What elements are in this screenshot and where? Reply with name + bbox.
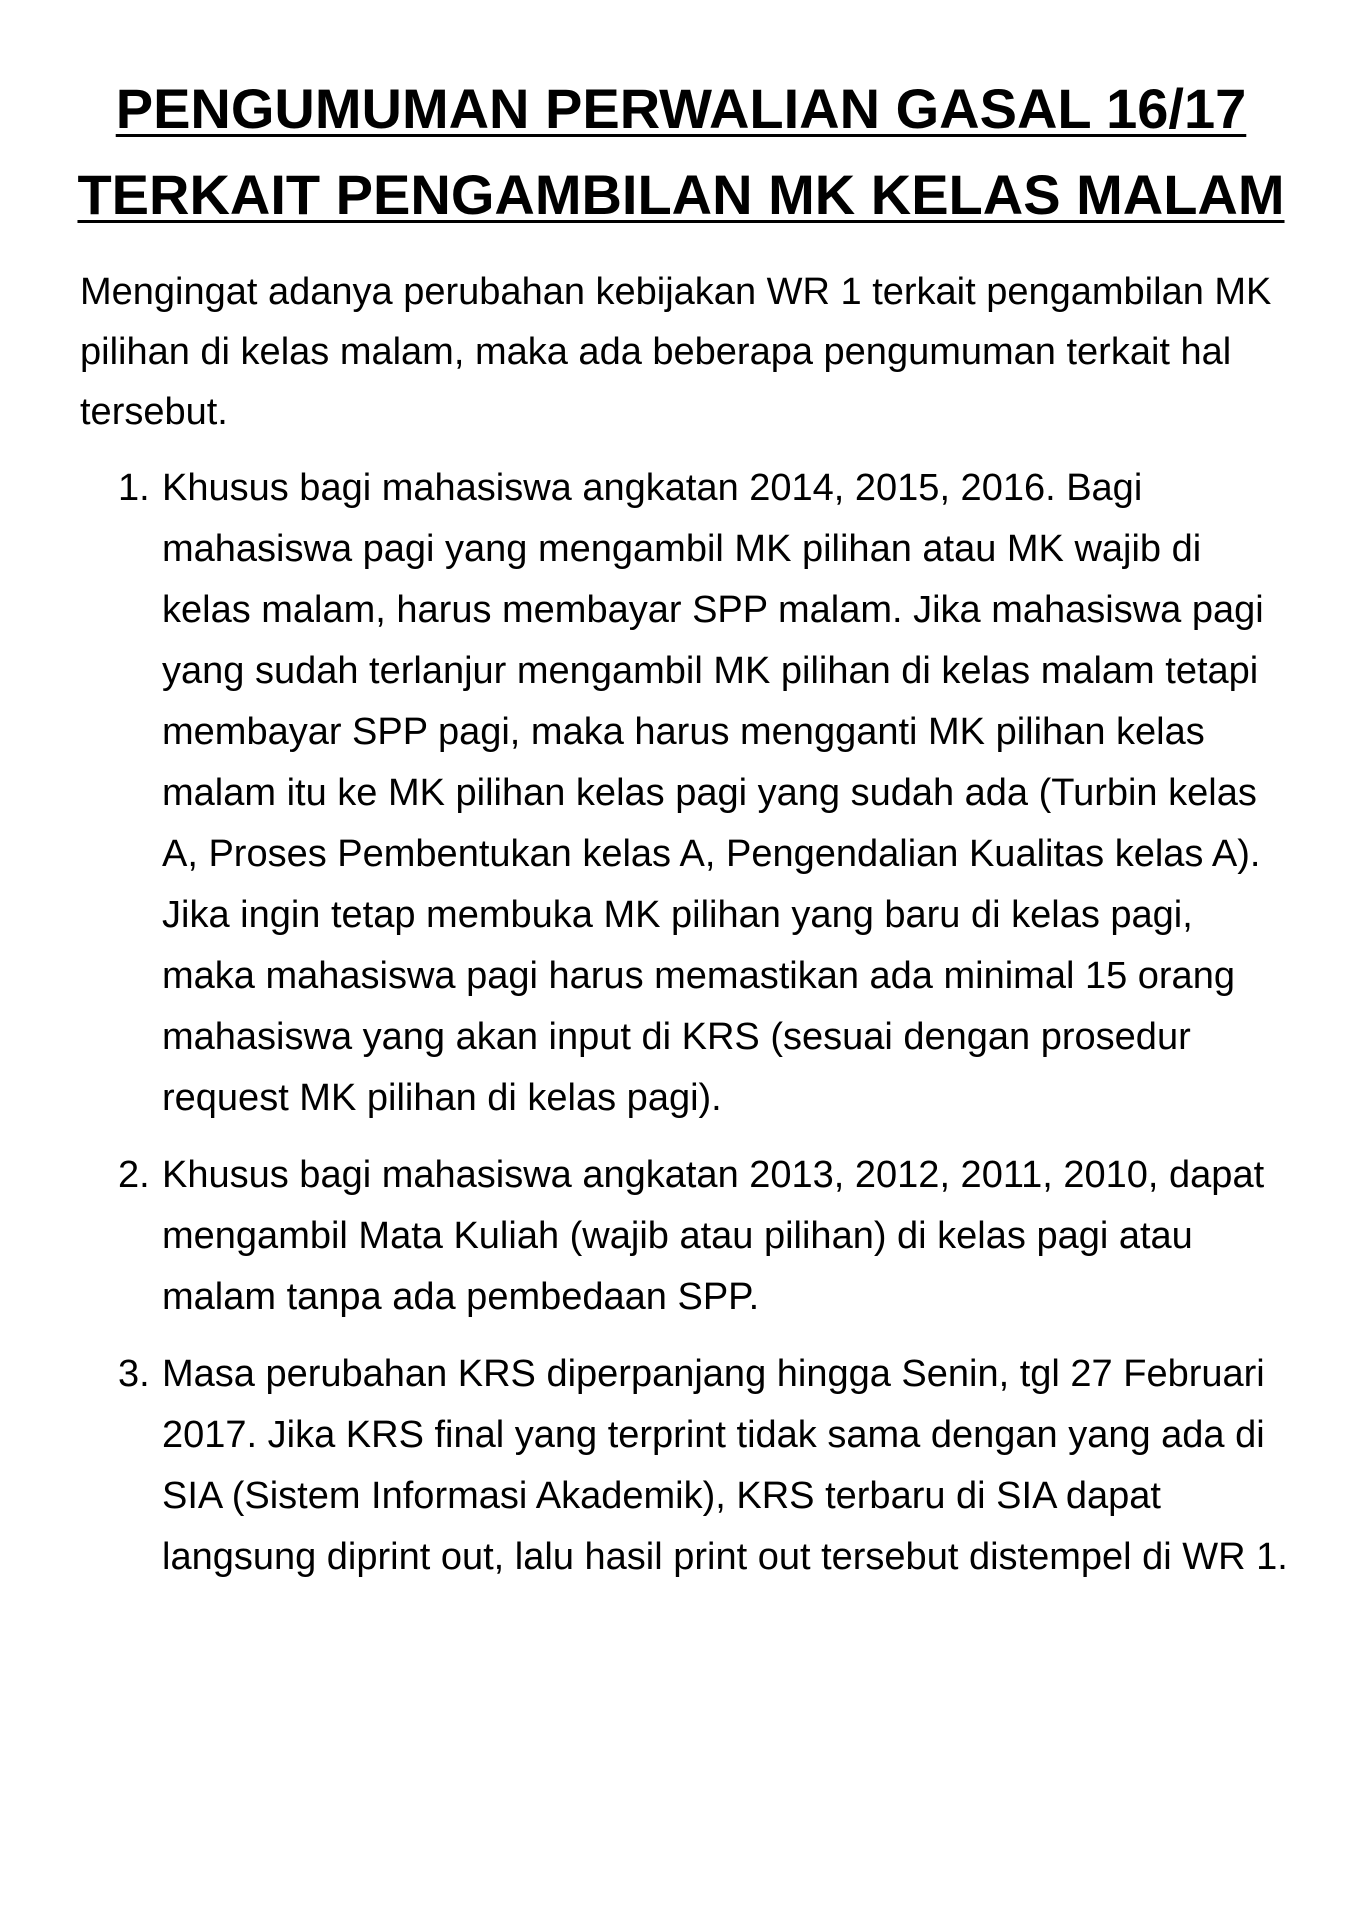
list-item-number: 3. bbox=[118, 1353, 150, 1395]
title-line-2: TERKAIT PENGAMBILAN MK KELAS MALAM bbox=[77, 163, 1285, 226]
list-item bbox=[0, 1145, 1362, 1328]
title-line-1: PENGUMUMAN PERWALIAN GASAL 16/17 bbox=[115, 77, 1247, 140]
announcement-list bbox=[0, 458, 1362, 1604]
list-item-text: Masa perubahan KRS diperpanjang hingga Senin, tgl 27 Februari 2017. Jika KRS final yang terprint tidak sama dengan yang ada di SIA (Sistem Informasi Akademik), KRS terbaru di SIA dapat langsung diprint out, lalu hasil print out tersebut distempel di WR 1. bbox=[162, 1353, 1288, 1578]
list-item bbox=[0, 458, 1362, 1129]
list-item-number: 2. bbox=[118, 1154, 150, 1196]
intro-paragraph: Mengingat adanya perubahan kebijakan WR 1 terkait pengambilan MK pilihan di kelas malam, maka ada beberapa pengumuman terkait hal tersebut. bbox=[80, 271, 1272, 433]
list-item-number: 1. bbox=[118, 467, 150, 509]
list-item-text: Khusus bagi mahasiswa angkatan 2013, 2012, 2011, 2010, dapat mengambil Mata Kuliah (wajib atau pilihan) di kelas pagi atau malam tanpa ada pembedaan SPP. bbox=[162, 1154, 1265, 1318]
list-item bbox=[0, 1344, 1362, 1588]
list-item-text: Khusus bagi mahasiswa angkatan 2014, 2015, 2016. Bagi mahasiswa pagi yang mengambil MK pilihan atau MK wajib di kelas malam, harus membayar SPP malam. Jika mahasiswa pagi yang sudah terlanjur mengambil MK pilihan di kelas malam tetapi membayar SPP pagi, maka harus mengganti MK pilihan kelas malam itu ke MK pilihan kelas pagi yang sudah ada (Turbin kelas A, Proses Pembentukan kelas A, Pengendalian Kualitas kelas A). Jika ingin tetap membuka MK pilihan yang baru di kelas pagi, maka mahasiswa pagi harus memastikan ada minimal 15 orang mahasiswa yang akan input di KRS (sesuai dengan prosedur request MK pilihan di kelas pagi). bbox=[162, 467, 1264, 1119]
